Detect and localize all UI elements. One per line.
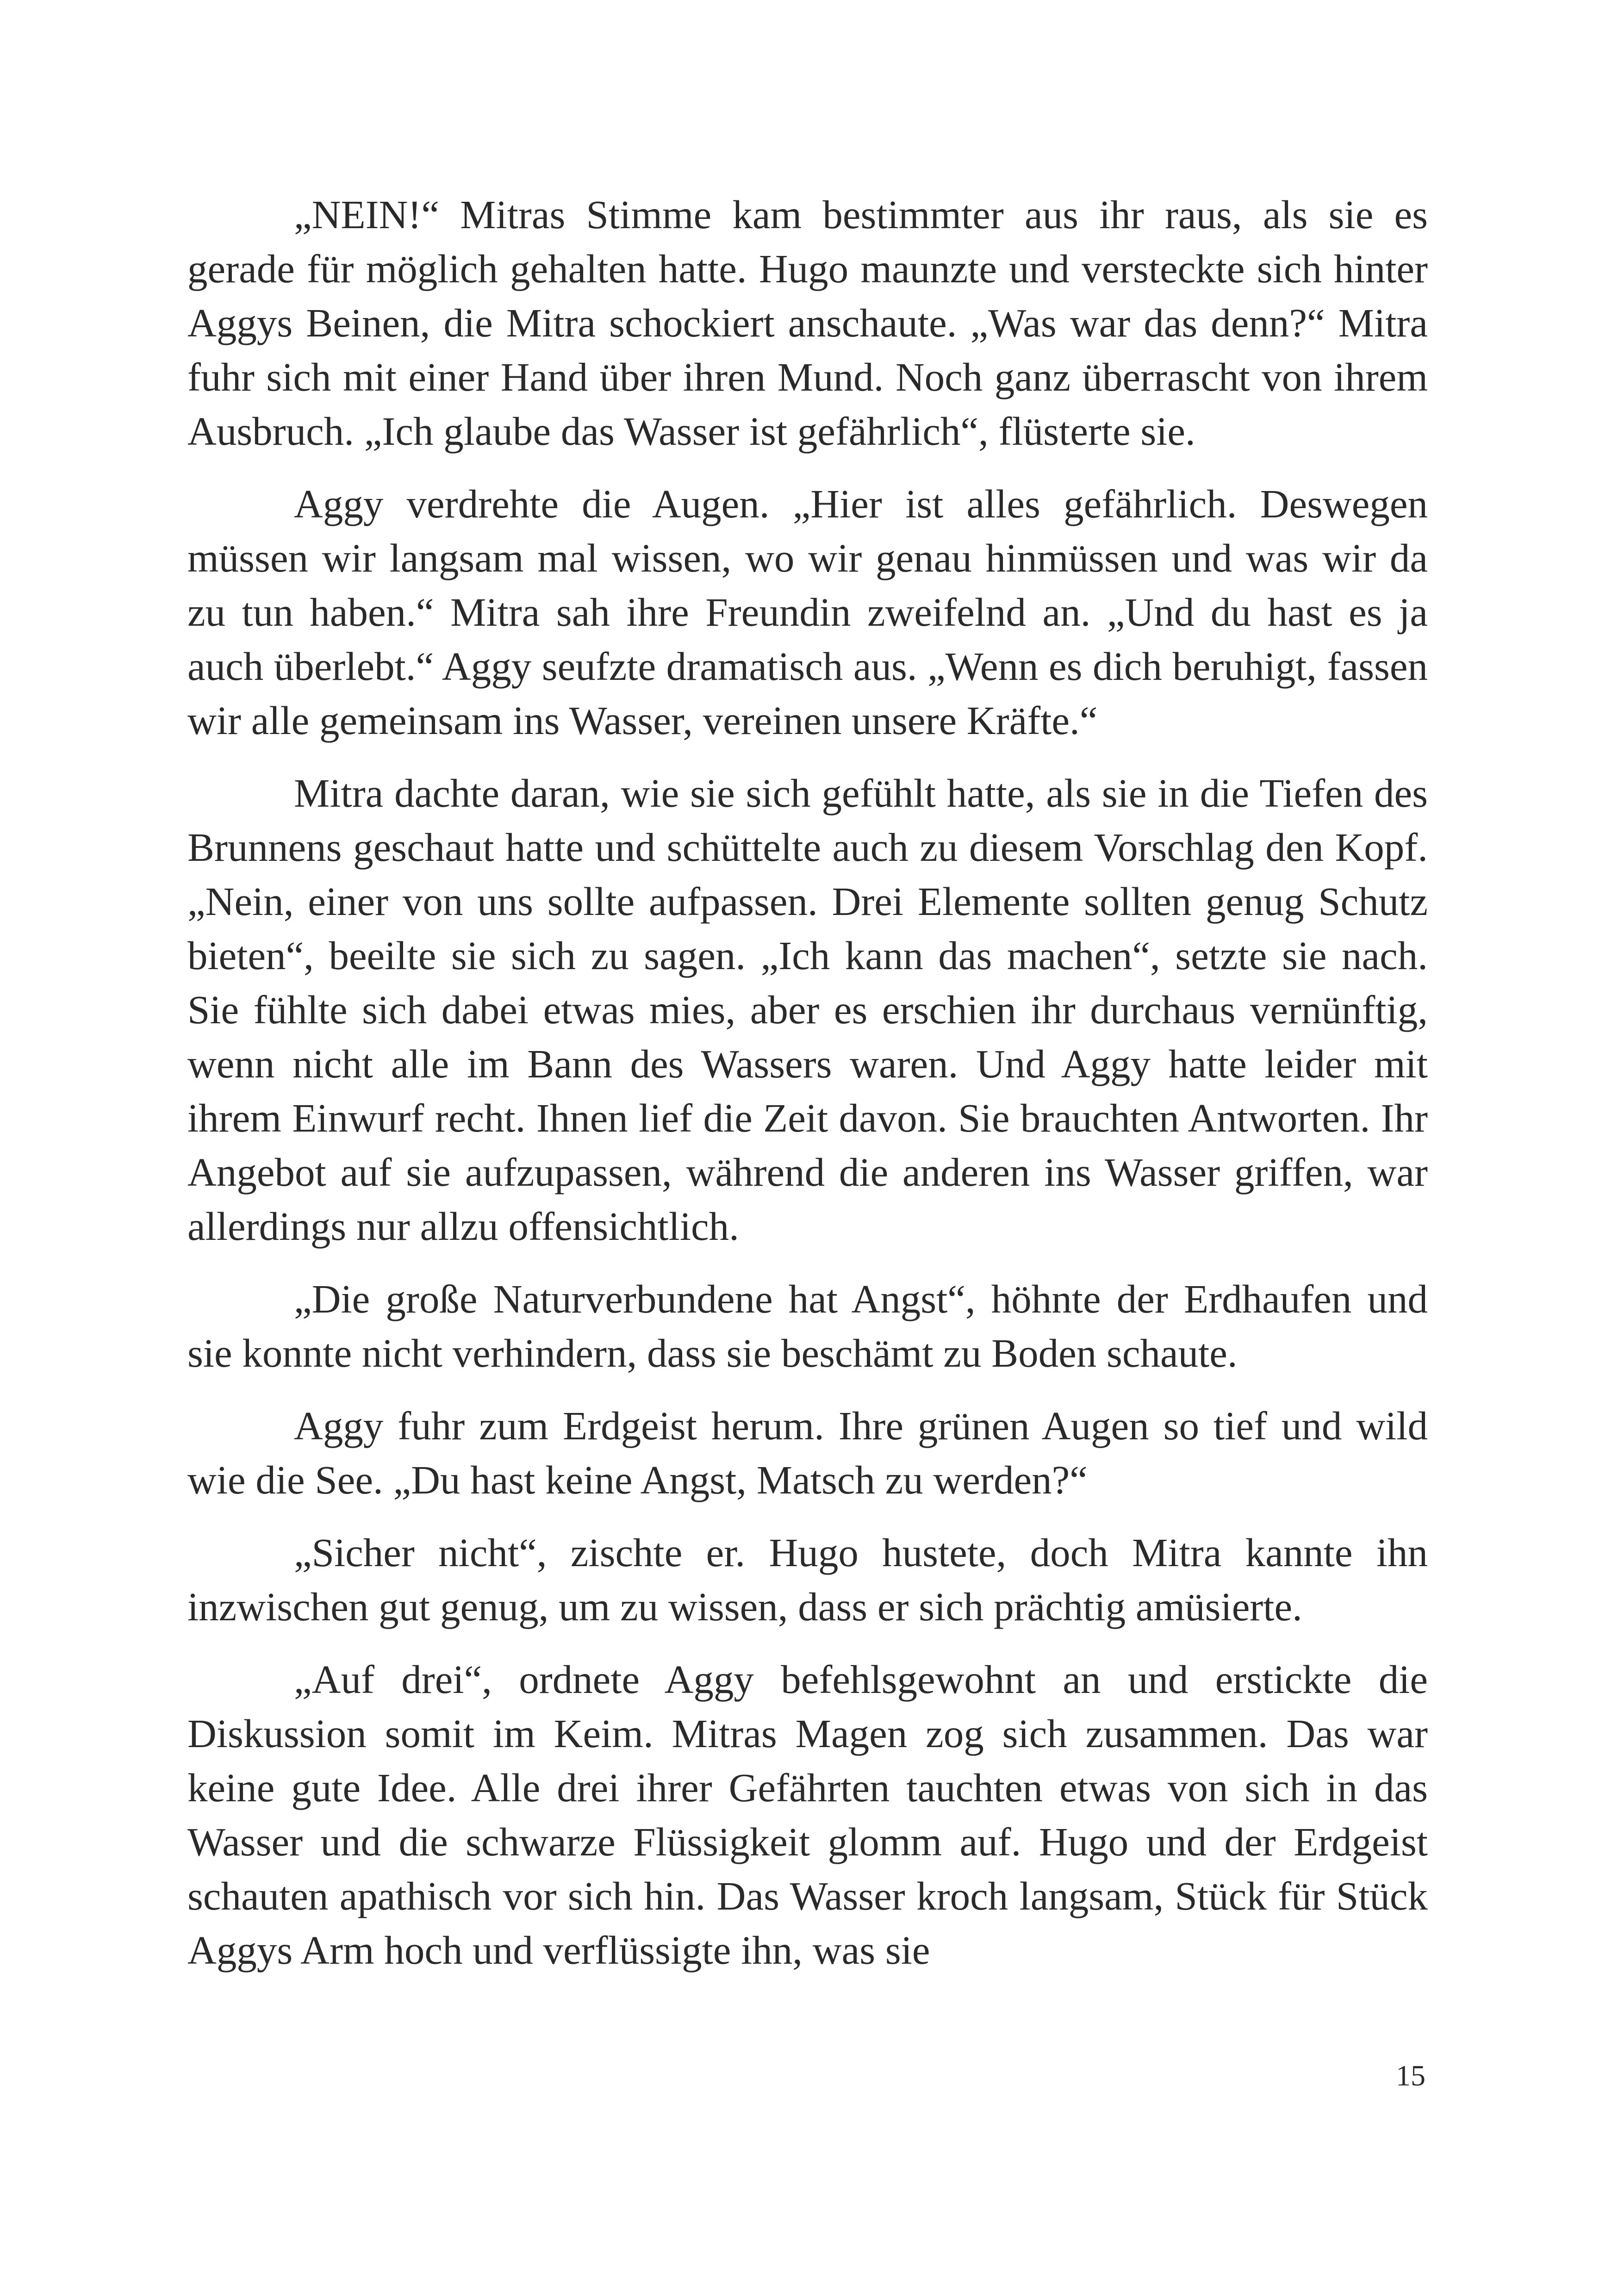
- paragraph-1: „NEIN!“ Mitras Stimme kam bestimmter aus ihr raus, als sie es gerade für möglich gehalten hatte. Hugo maunzte und versteckte sich hinter Aggys Beinen, die Mitra schockiert anschaute. „Was war das denn?“ Mitra fuhr sich mit einer Hand über ihren Mund. Noch ganz überrascht von ihrem Ausbruch. „Ich glaube das Wasser ist gefährlich“, flüsterte sie.: [187, 192, 1428, 454]
- paragraph-7: „Auf drei“, ordnete Aggy befehlsgewohnt an und erstickte die Diskussion somit im Keim. Mitras Magen zog sich zusammen. Das war keine gute Idee. Alle drei ihrer Gefährten tauchten etwas von sich in das Wasser und die schwarze Flüssigkeit glomm auf. Hugo und der Erdgeist schauten apathisch vor sich hin. Das Wasser kroch langsam, Stück für Stück Aggys Arm hoch und verflüssigte ihn, was sie: [187, 1657, 1428, 1972]
- paragraph-2: Aggy verdrehte die Augen. „Hier ist alles gefährlich. Deswegen müssen wir langsam mal wissen, wo wir genau hinmüssen und was wir da zu tun haben.“ Mitra sah ihre Freundin zweifelnd an. „Und du hast es ja auch überlebt.“ Aggy seufzte dramatisch aus. „Wenn es dich beruhigt, fassen wir alle gemeinsam ins Wasser, vereinen unsere Kräfte.“: [187, 481, 1428, 743]
- paragraph-4: „Die große Naturverbundene hat Angst“, höhnte der Erdhaufen und sie konnte nicht verhindern, dass sie beschämt zu Boden schaute.: [187, 1276, 1428, 1375]
- body-text: [187, 187, 1428, 1977]
- paragraph-6: „Sicher nicht“, zischte er. Hugo hustete, doch Mitra kannte ihn inzwischen gut genug, um zu wissen, dass er sich prächtig amüsierte.: [187, 1530, 1428, 1629]
- page-number: 15: [1396, 2059, 1425, 2092]
- paragraph-5: Aggy fuhr zum Erdgeist herum. Ihre grünen Augen so tief und wild wie die See. „Du hast keine Angst, Matsch zu werden?“: [187, 1403, 1428, 1502]
- paragraph-3: Mitra dachte daran, wie sie sich gefühlt hatte, als sie in die Tiefen des Brunnens geschaut hatte und schüttelte auch zu diesem Vorschlag den Kopf. „Nein, einer von uns sollte aufpassen. Drei Elemente sollten genug Schutz bieten“, beeilte sie sich zu sagen. „Ich kann das machen“, setzte sie nach. Sie fühlte sich dabei etwas mies, aber es erschien ihr durchaus vernünftig, wenn nicht alle im Bann des Wassers waren. Und Aggy hatte leider mit ihrem Einwurf recht. Ihnen lief die Zeit davon. Sie brauchten Antworten. Ihr Angebot auf sie aufzupassen, während die anderen ins Wasser griffen, war allerdings nur allzu offensichtlich.: [187, 771, 1428, 1249]
